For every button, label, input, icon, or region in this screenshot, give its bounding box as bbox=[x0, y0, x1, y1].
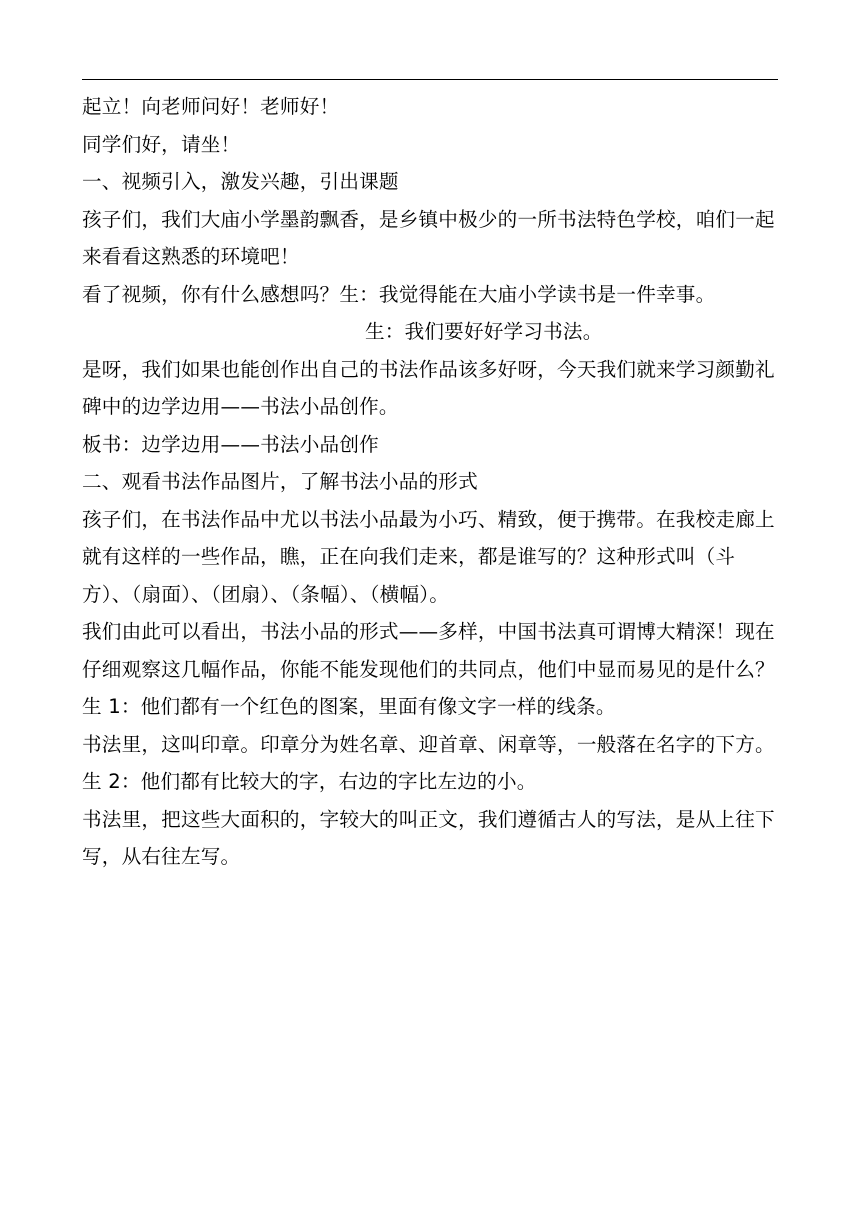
paragraph-observe: 我们由此可以看出，书法小品的形式——多样，中国书法真可谓博大精深！现在仔细观察这几幅作品，你能不能发现他们的共同点，他们中显而易见的是什么？ bbox=[82, 620, 775, 681]
paragraph-student-1: 生 1：他们都有一个红色的图案，里面有像文字一样的线条。 bbox=[82, 695, 616, 718]
paragraph-board-note: 板书：边学边用——书法小品创作 bbox=[82, 432, 379, 456]
paragraph-main-text: 书法里，把这些大面积的，字较大的叫正文，我们遵循古人的写法，是从上往下写，从右往左写。 bbox=[82, 807, 775, 868]
paragraph-forms: 孩子们，在书法作品中尤以书法小品最为小巧、精致，便于携带。在我校走廊上就有这样的一些作品，瞧，正在向我们走来，都是谁写的？这种形式叫（斗方）、（扇面）、（团扇）、（条幅）、（横幅）。 bbox=[82, 507, 775, 606]
paragraph-seal: 书法里，这叫印章。印章分为姓名章、迎首章、闲章等，一般落在名字的下方。 bbox=[82, 732, 775, 756]
paragraph-intro: 孩子们，我们大庙小学墨韵飘香，是乡镇中极少的一所书法特色学校，咱们一起来看看这熟悉的环境吧！ bbox=[82, 207, 775, 268]
paragraph-student-2: 生 2：他们都有比较大的字，右边的字比左边的小。 bbox=[82, 770, 537, 793]
greeting-reply: 同学们好，请坐！ bbox=[82, 132, 241, 156]
section-heading-1: 一、视频引入，激发兴趣，引出课题 bbox=[82, 170, 399, 193]
header-rule bbox=[82, 79, 778, 80]
paragraph-question: 看了视频，你有什么感想吗？生：我觉得能在大庙小学读书是一件幸事。 bbox=[82, 282, 716, 306]
document-body bbox=[82, 88, 780, 876]
paragraph-student-answer: 生：我们要好好学习书法。 bbox=[365, 320, 603, 343]
greeting-line: 起立！向老师问好！老师好！ bbox=[82, 95, 340, 118]
section-heading-2: 二、观看书法作品图片，了解书法小品的形式 bbox=[82, 470, 478, 493]
paragraph-topic: 是呀，我们如果也能创作出自己的书法作品该多好呀，今天我们就来学习颜勤礼碑中的边学边用——书法小品创作。 bbox=[82, 357, 775, 418]
